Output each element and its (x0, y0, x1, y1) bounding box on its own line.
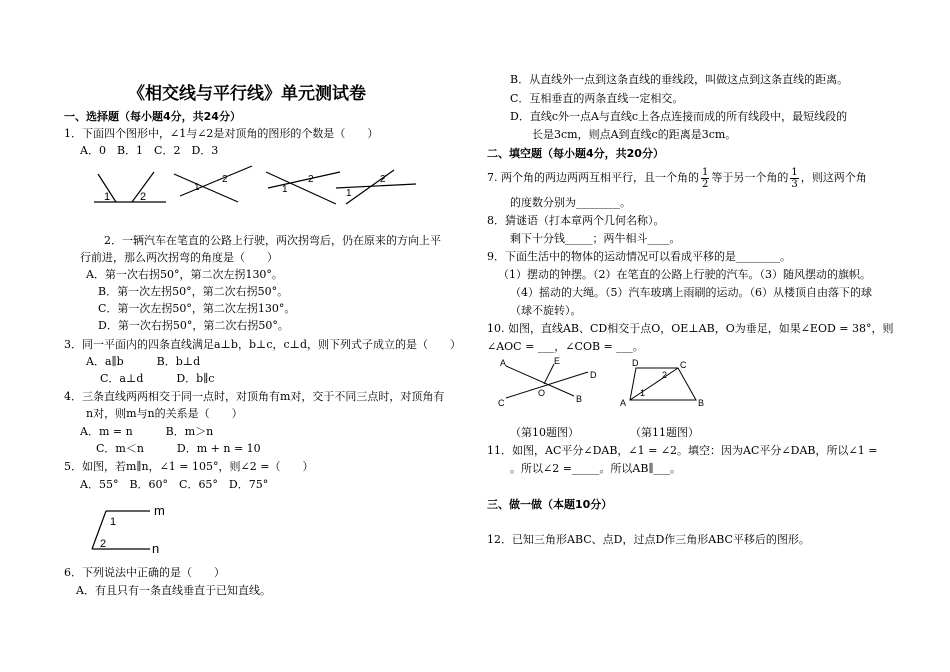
question-5: 5．如图，若m∥n，∠1 = 105°，则∠2 =（ ） (64, 460, 314, 473)
question-2-option-d: D．第一次右拐50°，第二次右拐50°。 (98, 319, 289, 332)
fig1c-label-2: 2 (308, 174, 314, 185)
question-9-line2: （1）摆动的钟摆。（2）在笔直的公路上行驶的汽车。（3）随风摆动的旗帜。 (498, 268, 871, 281)
fig1b-label-2: 2 (222, 174, 228, 185)
point-a-label: A (500, 358, 507, 368)
angle-1-label: 1 (640, 388, 646, 398)
fig1a-label-1: 1 (104, 191, 111, 203)
point-e-label: E (554, 356, 561, 366)
label-n: n (152, 541, 160, 556)
question-3-options-ab: A．a∥b B．b⊥d (86, 355, 201, 368)
label-m: m (154, 503, 165, 518)
point-d-label: D (632, 358, 639, 368)
question-2-line2: 行前进，那么两次拐弯的角度是（ ） (80, 251, 278, 264)
point-b-label: B (698, 398, 705, 408)
question-11-line2: 。所以∠2 =_____。所以AB∥___。 (510, 462, 682, 475)
point-b-label: B (576, 394, 583, 404)
question-7-line2: 的度数分别为________。 (510, 196, 631, 209)
question-11-figure (610, 356, 710, 410)
question-1-options: A．0 B．1 C．2 D．3 (80, 144, 219, 157)
point-o-label: O (538, 388, 546, 398)
fraction-1-numerator: 1 (702, 166, 709, 178)
question-1-figures (88, 160, 448, 220)
point-a-label: A (620, 398, 627, 408)
figure-11-caption: （第11题图） (630, 426, 699, 439)
fig1c-line2 (268, 172, 340, 188)
fraction-2-numerator: 1 (791, 166, 798, 178)
question-7-suffix: ，则这两个角 (800, 171, 867, 184)
fraction-one-half (701, 167, 709, 190)
point-c-label: C (498, 398, 505, 408)
angle-2-label: 2 (100, 538, 107, 550)
question-9-line4: （球不旋转）。 (510, 304, 582, 317)
section-activity-heading: 三、做一做（本题10分） (487, 498, 613, 511)
fig1b-line1 (174, 174, 238, 202)
question-7 (487, 164, 867, 192)
question-5-options: A．55° B．60° C．65° D．75° (80, 478, 269, 491)
fig1c-label-1: 1 (282, 184, 288, 195)
question-9: 9．下面生活中的物体的运动情况可以看成平移的是________。 (487, 250, 791, 263)
fig1a-label-2: 2 (140, 191, 147, 203)
ray-oe (544, 364, 554, 384)
question-10: 10. 如图，直线AB、CD相交于点O，OE⊥AB，O为垂足，如果∠EOD = 38°，则 (487, 322, 894, 335)
question-6: 6．下列说法中正确的是（ ） (64, 566, 225, 579)
question-2-option-a: A．第一次右拐50°，第二次左拐130°。 (86, 268, 283, 281)
question-2-line1: 2．一辆汽车在笔直的公路上行驶，两次拐弯后，仍在原来的方向上平 (104, 234, 441, 247)
fig1c-line1 (266, 172, 336, 204)
question-10-figure (498, 356, 608, 410)
question-8-line2: 剩下十分钱_____；两牛相斗____。 (510, 232, 681, 245)
question-11: 11．如图，AC平分∠DAB，∠1 = ∠2。填空：因为AC平分∠DAB，所以∠1 = (487, 444, 878, 457)
section-choice-heading: 一、选择题（每小题4分，共24分） (64, 110, 241, 123)
section-fill-heading: 二、填空题（每小题4分，共20分） (487, 147, 664, 160)
fig1d-label-1: 1 (346, 188, 352, 199)
question-6-option-a: A．有且只有一条直线垂直于已知直线。 (76, 584, 271, 597)
question-10-line2: ∠AOC = ___，∠COB = ___。 (487, 340, 644, 353)
question-4-options-ab: A．m = n B．m＞n (80, 425, 214, 438)
question-6-option-c: C．互相垂直的两条直线一定相交。 (510, 92, 684, 105)
fraction-one-third (790, 167, 798, 190)
question-6-option-d-line1: D．直线c外一点A与直线c上各点连接而成的所有线段中，最短线段的 (510, 110, 848, 123)
fig1b-label-1: 1 (194, 182, 200, 193)
question-1: 1．下面四个图形中，∠1与∠2是对顶角的图形的个数是（ ） (64, 127, 379, 140)
question-3-options-cd: C．a⊥d D．b∥c (100, 372, 215, 385)
question-9-line3: （4）摇动的大绳。（5）汽车玻璃上雨刷的运动。（6）从楼顶自由落下的球 (510, 286, 872, 299)
fraction-2-denominator: 3 (791, 178, 798, 190)
question-6-option-d-line2: 长是3cm，则点A到直线c的距离是3cm。 (532, 128, 737, 141)
fraction-1-denominator: 2 (702, 178, 709, 190)
question-3: 3．同一平面内的四条直线满足a⊥b，b⊥c，c⊥d，则下列式子成立的是（ ） (64, 338, 462, 351)
question-6-option-b: B．从直线外一点到这条直线的垂线段，叫做这点到这条直线的距离。 (510, 73, 849, 86)
question-5-figure (88, 503, 178, 559)
point-d-label: D (590, 370, 597, 380)
point-c-label: C (680, 360, 687, 370)
page-title: 《相交线与平行线》单元测试卷 (128, 84, 366, 104)
question-7-middle: 等于另一个角的 (711, 171, 789, 184)
question-4-line2: n对，则m与n的关系是（ ） (86, 407, 243, 420)
question-12: 12．已知三角形ABC、点D，过点D作三角形ABC平移后的图形。 (487, 533, 810, 546)
fig1d-label-2: 2 (380, 174, 386, 185)
figure-10-caption: （第10题图） (510, 426, 579, 439)
diagonal-ac (630, 368, 678, 400)
question-7-prefix: 7. 两个角的两边两两互相平行，且一个角的 (487, 171, 699, 184)
question-4-line1: 4．三条直线两两相交于同一点时，对顶角有m对，交于不同三点时，对顶角有 (64, 390, 445, 403)
angle-2-label: 2 (662, 370, 668, 380)
question-8: 8．猜谜语（打本章两个几何名称）。 (487, 214, 665, 227)
angle-1-label: 1 (110, 516, 117, 528)
question-2-option-c: C．第一次左拐50°，第二次左拐130°。 (98, 302, 296, 315)
question-4-options-cd: C．m＜n D．m + n = 10 (96, 442, 261, 455)
question-2-option-b: B．第一次左拐50°，第二次右拐50°。 (98, 285, 289, 298)
